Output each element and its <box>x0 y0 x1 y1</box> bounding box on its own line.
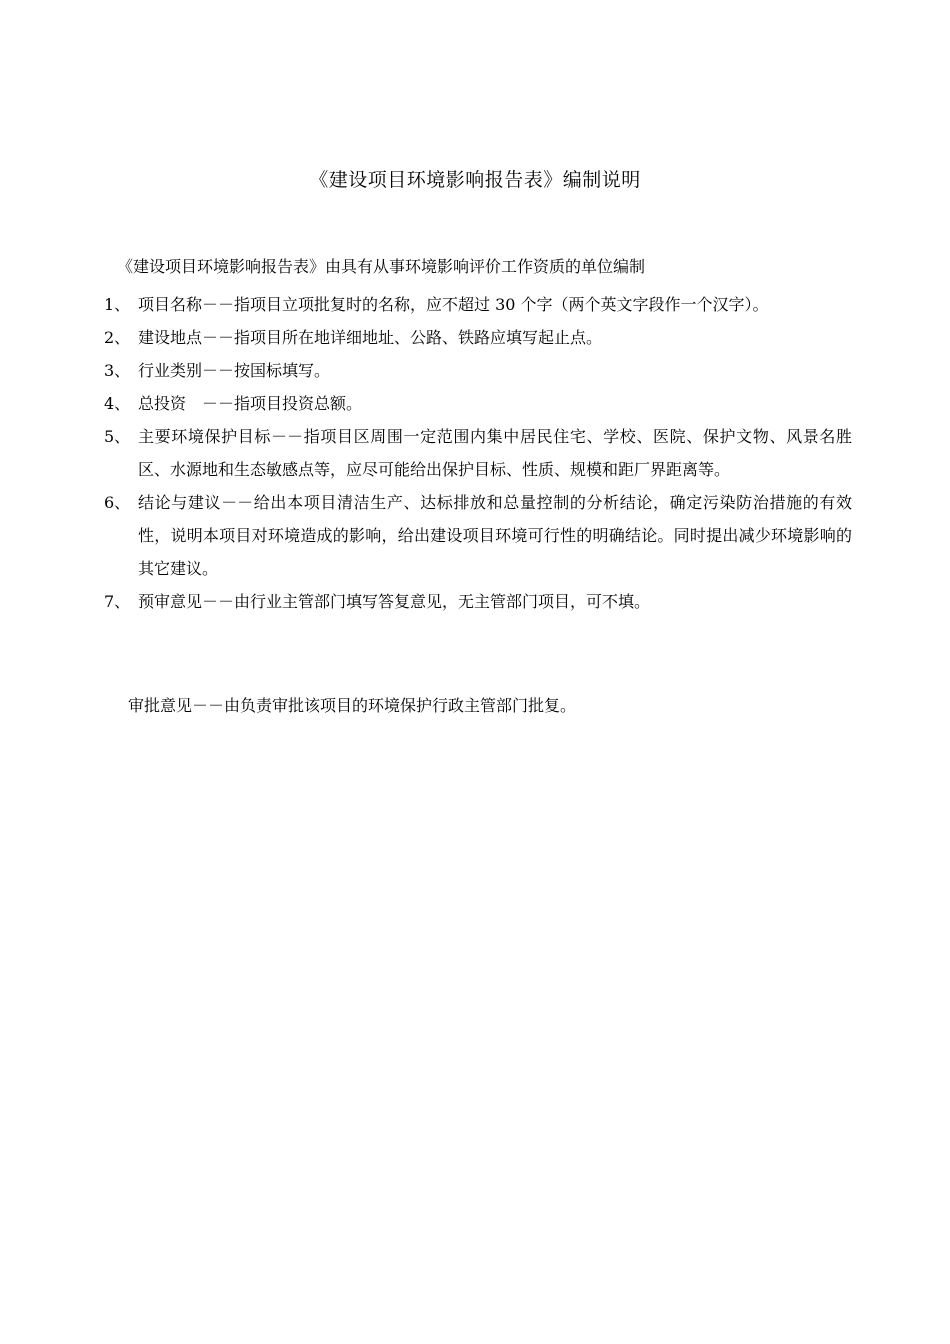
instruction-list <box>104 288 852 618</box>
list-item <box>104 486 852 585</box>
item-number: 1、 <box>104 295 131 314</box>
list-item <box>104 288 852 321</box>
item-text: 结论与建议－－给出本项目清洁生产、达标排放和总量控制的分析结论，确定污染防治措施的有效性，说明本项目对环境造成的影响，给出建设项目环境可行性的明确结论。同时提出减少环境影响的其它建议。 <box>138 493 852 578</box>
item-text: 行业类别－－按国标填写。 <box>138 361 331 380</box>
approval-note: 审批意见－－由负责审批该项目的环境保护行政主管部门批复。 <box>128 696 577 715</box>
list-item <box>104 321 852 354</box>
list-item <box>104 420 852 486</box>
item-number: 3、 <box>104 361 131 380</box>
list-item <box>104 354 852 387</box>
list-item <box>104 585 852 618</box>
item-number: 6、 <box>104 493 131 512</box>
item-text: 主要环境保护目标－－指项目区周围一定范围内集中居民住宅、学校、医院、保护文物、风景名胜区、水源地和生态敏感点等，应尽可能给出保护目标、性质、规模和距厂界距离等。 <box>138 427 852 479</box>
document-title: 《建设项目环境影响报告表》编制说明 <box>309 169 641 191</box>
item-text: 预审意见－－由行业主管部门填写答复意见，无主管部门项目，可不填。 <box>138 592 651 611</box>
item-number: 2、 <box>104 328 131 347</box>
item-text: 建设地点－－指项目所在地详细地址、公路、铁路应填写起止点。 <box>138 328 603 347</box>
list-item <box>104 387 852 420</box>
item-number: 7、 <box>104 592 131 611</box>
item-text: 总投资 －－指项目投资总额。 <box>138 394 363 413</box>
item-number: 5、 <box>104 427 131 446</box>
intro-paragraph: 《建设项目环境影响报告表》由具有从事环境影响评价工作资质的单位编制 <box>117 257 646 276</box>
item-text: 项目名称－－指项目立项批复时的名称，应不超过 30 个字（两个英文字段作一个汉字）。 <box>138 295 769 314</box>
item-number: 4、 <box>104 394 131 413</box>
